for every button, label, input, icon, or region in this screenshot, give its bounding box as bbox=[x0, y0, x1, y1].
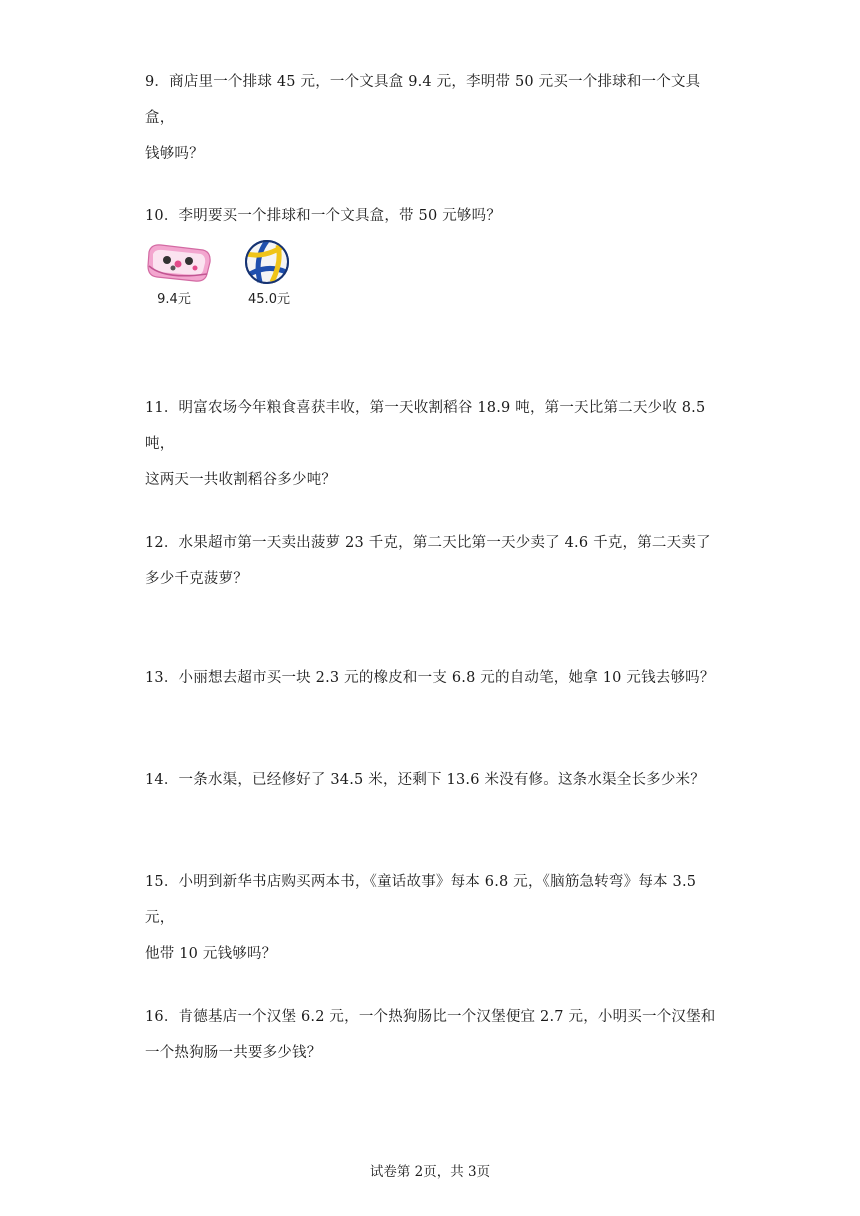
question-15 bbox=[145, 864, 725, 972]
question-text: 10．李明要买一个排球和一个文具盒，带 50 元够吗？ bbox=[145, 208, 502, 224]
price-figure bbox=[145, 240, 345, 310]
question-text: 钱够吗？ bbox=[145, 146, 204, 162]
question-9 bbox=[145, 64, 725, 172]
question-13 bbox=[145, 660, 725, 696]
question-14 bbox=[145, 762, 725, 798]
question-text: 15．小明到新华书店购买两本书，《童话故事》每本 6.8 元，《脑筋急转弯》每本 3.5 元， bbox=[145, 874, 697, 926]
volleyball-icon bbox=[242, 240, 294, 286]
question-text: 12．水果超市第一天卖出菠萝 23 千克，第二天比第一天少卖了 4.6 千克，第二天卖了 bbox=[145, 535, 711, 551]
question-text: 13．小丽想去超市买一块 2.3 元的橡皮和一支 6.8 元的自动笔，她拿 10 元钱去够吗？ bbox=[145, 670, 715, 686]
volleyball-price: 45.0元 bbox=[248, 292, 290, 307]
question-text: 16．肯德基店一个汉堡 6.2 元，一个热狗肠比一个汉堡便宜 2.7 元，小明买一个汉堡和 bbox=[145, 1009, 716, 1025]
question-text: 14．一条水渠，已经修好了 34.5 米，还剩下 13.6 米没有修。这条水渠全长多少米？ bbox=[145, 772, 705, 788]
volleyball-item bbox=[240, 240, 310, 310]
question-text: 9．商店里一个排球 45 元，一个文具盒 9.4 元，李明带 50 元买一个排球和一个文具盒， bbox=[145, 74, 701, 126]
question-text: 11．明富农场今年粮食喜获丰收，第一天收割稻谷 18.9 吨，第一天比第二天少收 8.5 吨， bbox=[145, 400, 706, 452]
question-16 bbox=[145, 999, 725, 1071]
question-text: 一个热狗肠一共要多少钱？ bbox=[145, 1045, 322, 1061]
question-text: 他带 10 元钱够吗？ bbox=[145, 946, 277, 962]
question-12 bbox=[145, 525, 725, 597]
pencil-case-icon bbox=[145, 240, 215, 286]
question-text: 这两天一共收割稻谷多少吨？ bbox=[145, 472, 337, 488]
question-11 bbox=[145, 390, 725, 498]
question-10 bbox=[145, 198, 725, 234]
pencil-case-item bbox=[145, 240, 215, 310]
page-footer: 试卷第 2页，共 3页 bbox=[369, 1164, 491, 1180]
question-text: 多少千克菠萝？ bbox=[145, 571, 248, 587]
pencil-case-price: 9.4元 bbox=[157, 292, 191, 307]
